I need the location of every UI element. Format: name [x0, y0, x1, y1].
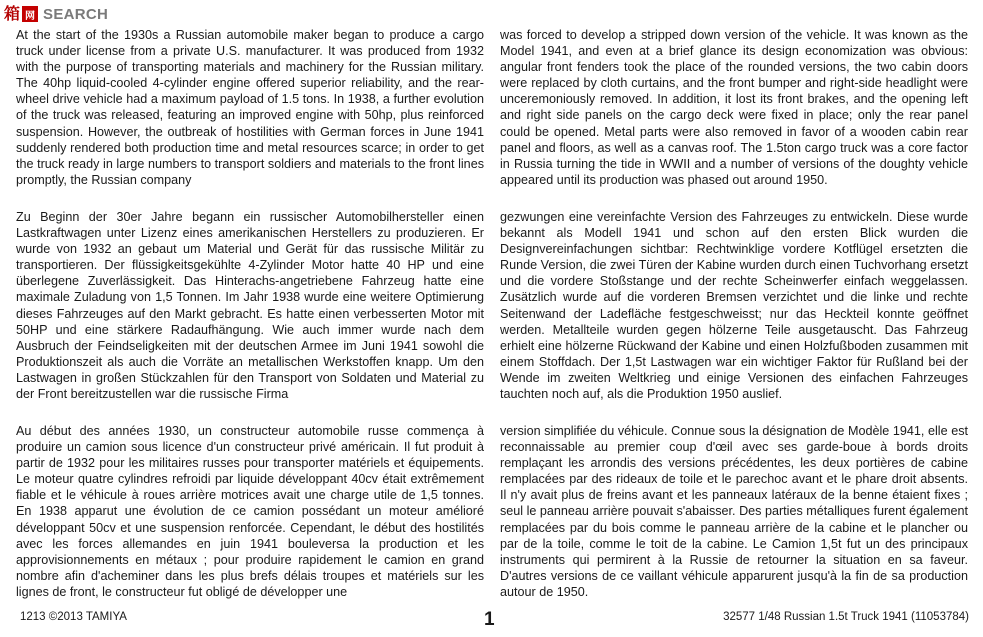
watermark-square-icon: 网	[22, 6, 38, 22]
english-paragraph-right: was forced to develop a stripped down version of the vehicle. It was known as the Model 1941, and even at a brief glance its design economization was obvious: angular front fenders took the place of the rounded versions, the two cabin doors were replaced by cloth curtains, and the front bumper and right-side headlight were unceremoniously removed. In addition, it lost its front brakes, and the opening left and right side panels on the cargo deck were fixed in place; only the rear panel could be opened. Metal parts were also removed in favor of a wooden cabin rear panel and floors, as well as a canvas roof. The 1.5ton cargo truck was a core factor in Russia turning the tide in WWII and a number of versions of the doughty vehicle appeared until its production was phased out around 1950.	[500, 28, 968, 187]
german-paragraph-right: gezwungen eine vereinfachte Version des Fahrzeuges zu entwickeln. Diese wurde bekannt als Modell 1941 und schon auf den ersten Blick wurden die Designvereinfachungen sichtbar: Rechtwinklige vordere Kotflügel ersetzten die Runde Version, die zwei Türen der Kabine wurden durch einen Tuchvorhang ersetzt und die vordere Stoßstange und der rechte Scheinwerfer einfach weggelassen. Zusätzlich wurde auf die vorderen Bremsen verzichtet und die linke und rechte Seitenwand der Ladefläche festgeschweisst; nur das Heckteil konnte geöffnet werden. Metallteile wurden gegen hölzerne Teile ausgetauscht. Das Fahrzeug erhielt eine hölzerne Rückwand der Kabine und einen Holzfußboden zusammen mit einem Stoffdach. Der 1,5t Lastwagen war ein wichtiger Faktor für Rußland bei der Wende im zweiten Weltkrieg und einige Versionen des einfachen Fahrzeuges tauchten noch auf, als die Produktion 1950 auslief.	[500, 210, 968, 402]
copyright-text: 1213 ©2013 TAMIYA	[20, 611, 127, 623]
german-text-right	[500, 209, 968, 402]
english-paragraph-left: At the start of the 1930s a Russian automobile maker began to produce a cargo truck under license from a private U.S. manufacturer. It was produced from 1932 with the purpose of transporting materials and machinery for the Russian military. The 40hp liquid-cooled 4-cylinder engine offered superior reliability, and the rear-wheel drive vehicle had a maximum payload of 1.5 tons. In 1938, a further evolution of the truck was released, featuring an improved engine with 50hp, plus reinforced suspension. However, the outbreak of hostilities with German forces in June 1941 suddenly rendered both production time and metal resources scarce; in order to get the truck ready in large numbers to transport soldiers and materials to the front lines promptly, the Russian company	[16, 28, 484, 187]
french-text-left	[16, 423, 484, 600]
english-text-left	[16, 27, 484, 188]
french-paragraph-right: version simplifiée du véhicule. Connue sous la désignation de Modèle 1941, elle est reconnaissable au premier coup d'œil avec ses garde-boue à bords droits remplaçant les arrondis des versions précédentes, les deux portières de cabine remplacées par des rideaux de toile et le parechoc avant et le phare droit absents. Il n'y avait plus de freins avant et les panneaux latéraux de la benne étaient fixes ; seul le panneau arrière pouvait s'abaisser. Des parties métalliques furent également remplacées par du bois comme le panneau arrière de la cabine et le plancher ou par de la toile, comme le toit de la cabine. Le Camion 1,5t fut un des principaux instruments qui permirent à la Russie de retourner la situation en sa faveur. D'autres versions de ce vaillant véhicule apparurent jusqu'à la fin de sa production autour de 1950.	[500, 424, 968, 599]
english-text-right	[500, 27, 968, 188]
french-paragraph-left: Au début des années 1930, un constructeur automobile russe commença à produire un camion sous licence d'un constructeur privé américain. Il fut produit à partir de 1932 pour les militaires russes pour transporter matériels et équipements. Le moteur quatre cylindres refroidi par liquide développant 40cv était extrêmement fiable et le véhicule à roues arrière motrices avait une charge utile de 1,5 tonnes. En 1938 apparut une évolution de ce camion possédant un moteur amélioré développant 50cv et une suspension renforcée. Cependant, le début des hostilités avec les forces allemandes en juin 1941 bouleversa la production et les approvisionnements en métaux ; pour produire rapidement le camion en grand nombre afin d'acheminer dans les plus brefs délais troupes et matériels sur les lignes de front, le constructeur fut obligé de développer une	[16, 424, 484, 599]
page-footer	[0, 609, 983, 635]
german-paragraph-left: Zu Beginn der 30er Jahre begann ein russischer Automobilhersteller einen Lastkraftwagen unter Lizenz eines amerikanischen Herstellers zu produzieren. Er wurde von 1932 an gebaut um Material und Gerät für das russische Militär zu transportieren. Der flüssigkeitsgekühlte 4-Zylinder Motor hatte 40 HP und eine überlegene Zuverlässigkeit. Das Hinterachs-angetriebene Fahrzeug hatte eine maximale Zuladung von 1,5 Tonnen. Im Jahr 1938 wurde eine weitere Optimierung dieses Fahrzeuges auf den Markt gebracht. Es hatte einen verbesserten Motor mit 50HP und eine stärkere Radaufhängung. Wie auch immer wurde nach dem Ausbruch der Feindseligkeiten mit der deutschen Armee im Juni 1941 sowohl die Produktionszeit als auch die Vorräte an metallischen Werkstoffen knapp. Um den Lastwagen in großen Stückzahlen für den Transport von Soldaten und Material zu der Front bereitzustellen war die russische Firma	[16, 210, 484, 402]
german-text-left	[16, 209, 484, 402]
watermark-text: SEARCH	[43, 5, 109, 23]
french-text-right	[500, 423, 968, 600]
product-code: 32577 1/48 Russian 1.5t Truck 1941 (11053784)	[723, 611, 969, 623]
watermark-glyph: 箱	[4, 4, 21, 23]
watermark-logo	[4, 4, 108, 24]
page-number: 1	[484, 609, 495, 630]
